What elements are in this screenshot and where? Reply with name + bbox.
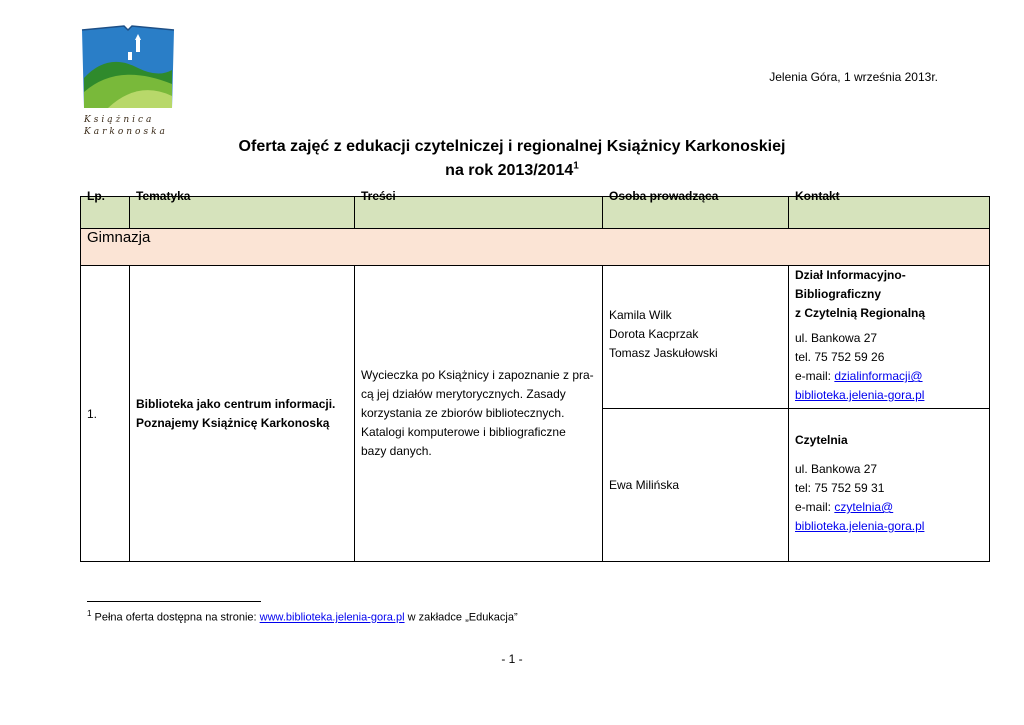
row-topic	[130, 266, 355, 562]
page-number: - 1 -	[501, 652, 523, 666]
logo-lettering	[84, 114, 168, 138]
footnote	[87, 609, 518, 624]
library-logo	[78, 22, 178, 142]
footnote-text-after: w zakładce „Edukacja”	[404, 611, 518, 624]
document-title: Oferta zajęć z edukacji czytelniczej i regionalnej Książnicy Karkonoskiej	[238, 138, 786, 155]
content-line: cą jej działów merytorycznych. Zasady	[361, 387, 566, 401]
email-link[interactable]: dzialinformacji@	[834, 369, 923, 383]
email-link[interactable]: czytelnia@	[834, 500, 894, 514]
person-name: Kamila Wilk	[609, 308, 672, 322]
person-name: Dorota Kacprzak	[609, 327, 699, 341]
footnote-separator	[87, 601, 261, 602]
section-title: Gimnazja	[81, 229, 990, 266]
content-line: Wycieczka po Książnicy i zapoznanie z pra-	[361, 368, 594, 382]
contact-phone: tel: 75 752 59 31	[795, 481, 885, 495]
column-header-person: Osoba prowadząca	[603, 197, 789, 229]
row-contact-1	[789, 266, 990, 409]
column-header-lp: Lp.	[81, 197, 130, 229]
row-content	[355, 266, 603, 562]
title-footnote-ref: 1	[573, 160, 579, 172]
content-line: korzystania ze zbiorów bibliotecznych.	[361, 406, 565, 420]
content-line: bazy danych.	[361, 444, 432, 458]
column-header-content: Treści	[355, 197, 603, 229]
person-name: Ewa Milińska	[609, 477, 680, 492]
row-persons-1	[603, 266, 789, 409]
table-header-row	[81, 197, 990, 229]
contact-address: ul. Bankowa 27	[795, 462, 878, 476]
contact-email: e-mail: czytelnia@	[795, 500, 894, 514]
table-row	[81, 266, 990, 409]
footnote-text: Pełna oferta dostępna na stronie:	[91, 611, 260, 624]
logo-line-2: Karkonoska	[84, 127, 168, 137]
person-name: Tomasz Jaskułowski	[609, 346, 718, 360]
contact-dept: Dział Informacyjno-	[795, 268, 906, 282]
contact-email-domain	[795, 386, 983, 405]
row-number: 1.	[81, 266, 130, 562]
column-header-topic: Tematyka	[130, 197, 355, 229]
row-persons-2	[603, 409, 789, 562]
logo-line-1: Książnica	[84, 115, 155, 125]
row-contact-2	[789, 409, 990, 562]
offer-table	[80, 189, 990, 562]
contact-dept: Czytelnia	[795, 433, 848, 447]
contact-dept: z Czytelnią Regionalną	[795, 306, 926, 320]
column-header-contact: Kontakt	[789, 197, 990, 229]
place-date: Jelenia Góra, 1 września 2013r.	[769, 70, 938, 84]
email-link-domain[interactable]: biblioteka.jelenia-gora.pl	[795, 388, 925, 402]
title-year: na rok 2013/2014	[445, 162, 574, 179]
content-line: Katalogi komputerowe i bibliograficzne	[361, 425, 566, 439]
document-subtitle	[0, 160, 1024, 182]
topic-line-1: Biblioteka jako centrum informacji.	[136, 396, 336, 411]
contact-email-domain	[795, 517, 983, 536]
footnote-number: 1	[87, 609, 92, 618]
footnote-link[interactable]: www.biblioteka.jelenia-gora.pl	[259, 611, 405, 624]
section-row	[81, 229, 990, 266]
contact-dept: Bibliograficzny	[795, 287, 882, 301]
contact-email: e-mail: dzialinformacji@	[795, 369, 923, 383]
email-link-domain[interactable]: biblioteka.jelenia-gora.pl	[795, 519, 925, 533]
contact-address: ul. Bankowa 27	[795, 331, 878, 345]
contact-phone: tel. 75 752 59 26	[795, 350, 885, 364]
topic-line-2: Poznajemy Książnicę Karkonoską	[136, 415, 330, 430]
logo-image	[78, 22, 178, 114]
